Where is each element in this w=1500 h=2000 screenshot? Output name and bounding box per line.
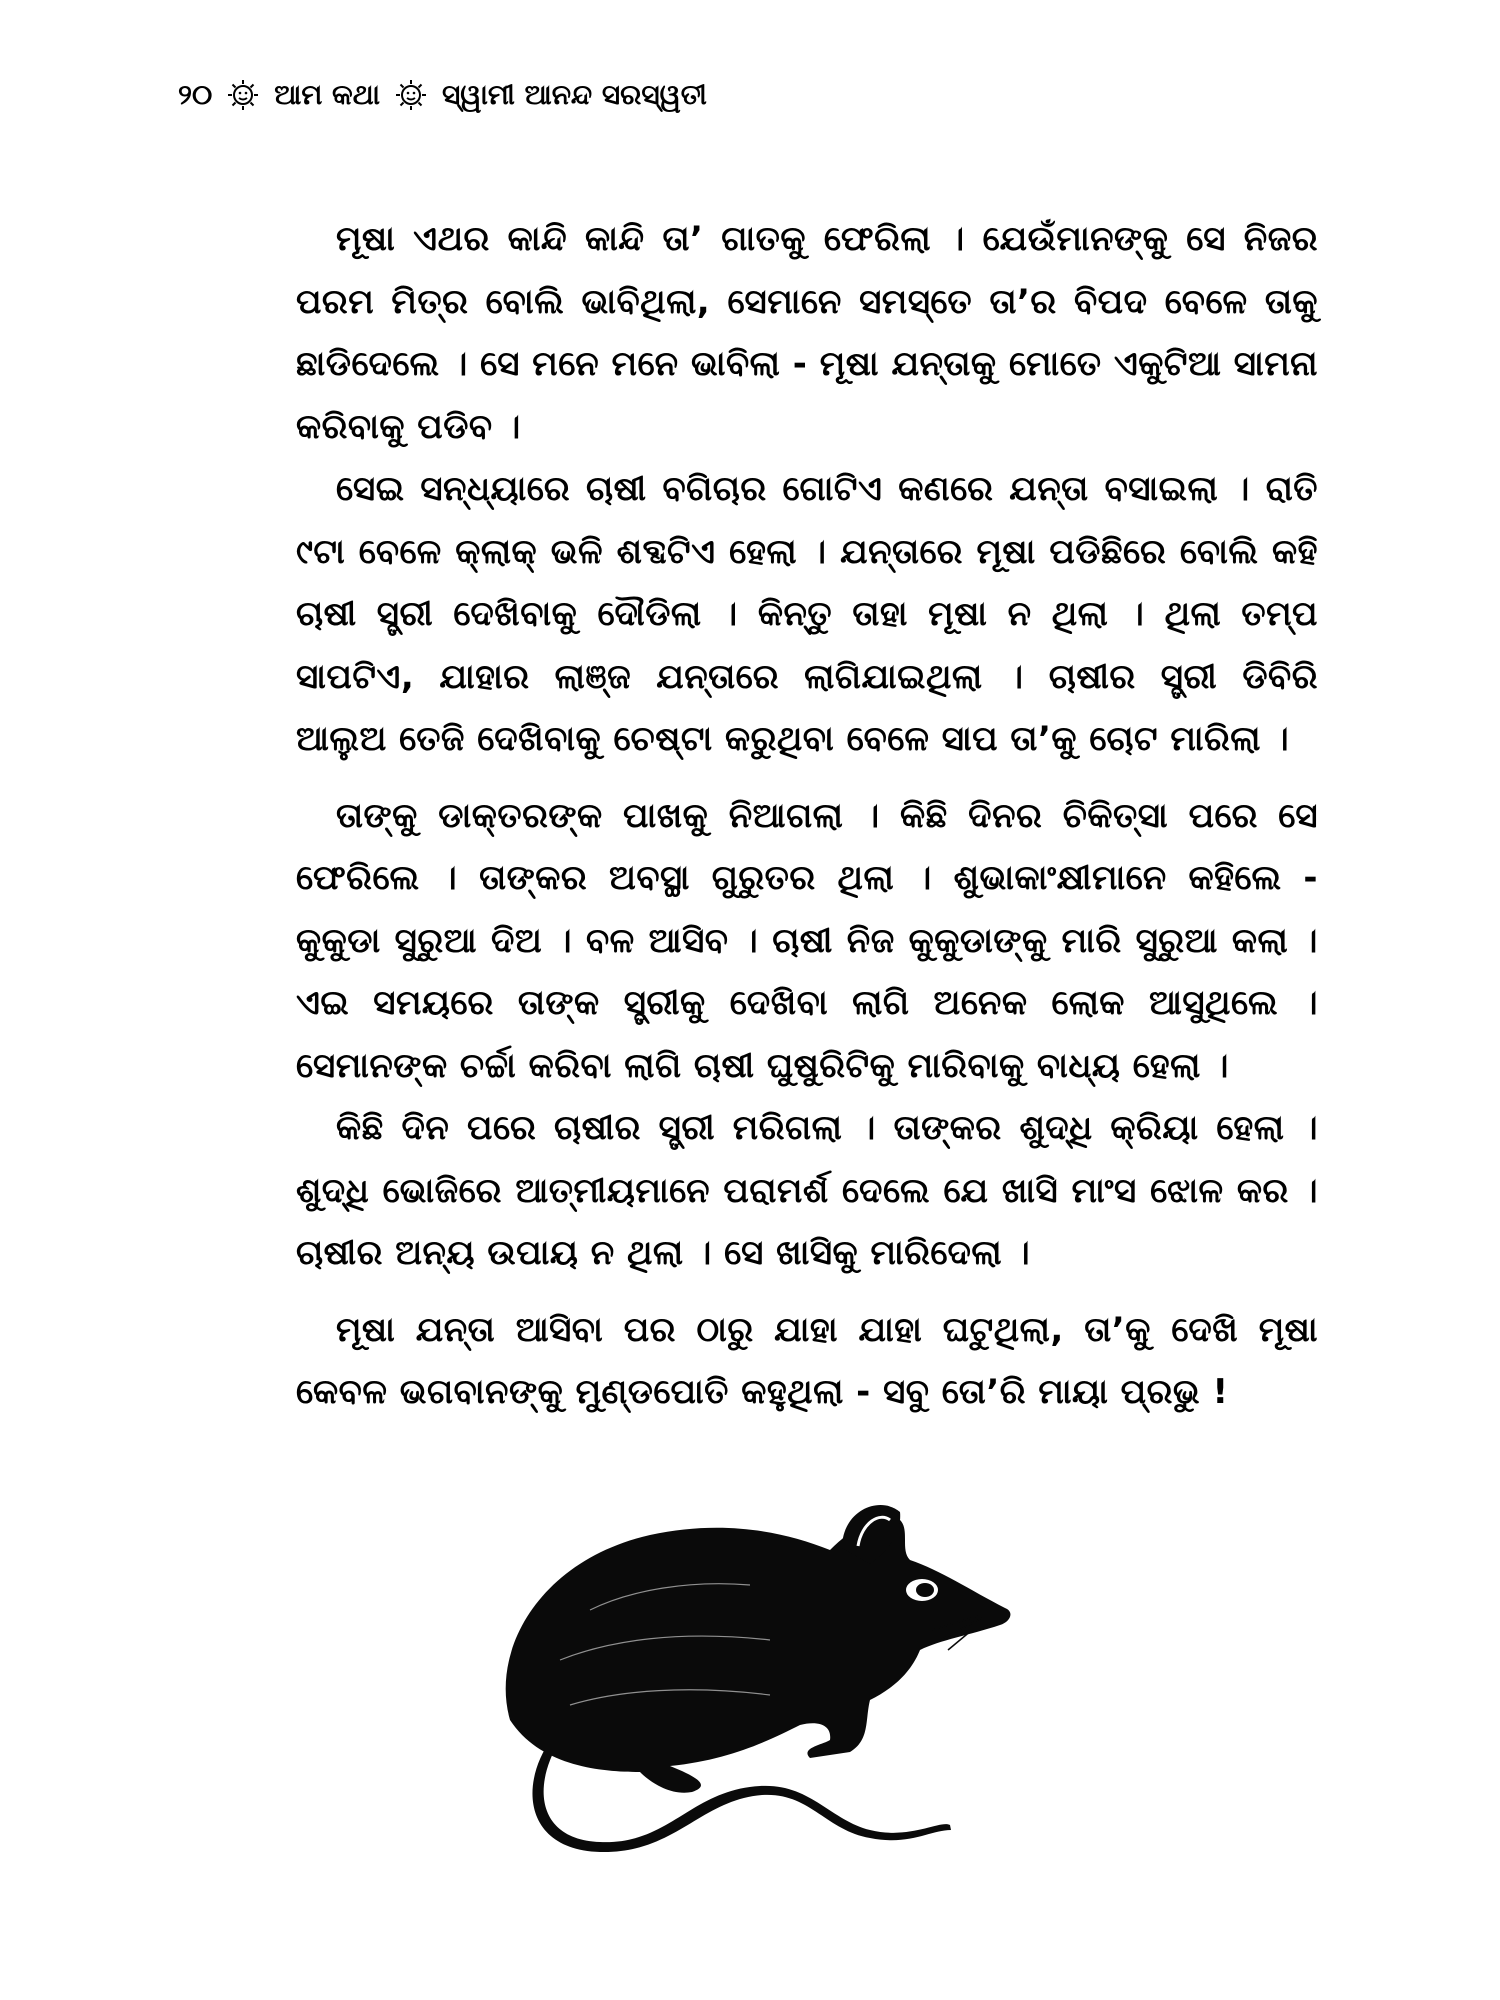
sun-face-icon [226,78,260,112]
rat-illustration [470,1490,1050,1860]
paragraph: ତାଙ୍କୁ ଡାକ୍ତରଙ୍କ ପାଖକୁ ନିଆଗଲା । କିଛି ଦିନର ଚିକିତ୍ସା ପରେ ସେ ଫେରିଲେ । ତାଙ୍କର ଅବସ୍ଥା ଗୁରୁତର ଥିଲା । ଶୁଭାକାଂକ୍ଷୀମାନେ କହିଲେ - କୁକୁଡା ସୁରୁଆ ଦିଅ । ବଳ ଆସିବ । ଚାଷୀ ନିଜ କୁକୁଡାଙ୍କୁ ମାରି ସୁରୁଆ କଲା । ଏଇ ସମୟରେ ତାଙ୍କ ସ୍ତ୍ରୀକୁ ଦେଖିବା ଲାଗି ଅନେକ ଲୋକ ଆସୁଥିଲେ । ସେମାନଙ୍କ ଚର୍ଚ୍ଚା କରିବା ଲାଗି ଚାଷୀ ଘୁଷୁରିଟିକୁ ମାରିବାକୁ ବାଧ୍ୟ ହେଲା । [296,795,1318,1086]
page-number: ୨୦ [178,78,213,111]
paragraph: କିଛି ଦିନ ପରେ ଚାଷୀର ସ୍ତ୍ରୀ ମରିଗଲା । ତାଙ୍କର ଶୁଦ୍ଧି କ୍ରିୟା ହେଲା । ଶୁଦ୍ଧି ଭୋଜିରେ ଆତ୍ମୀୟମାନେ ପରାମର୍ଶ ଦେଲେ ଯେ ଖାସି ମାଂସ ଝୋଳ କର । ଚାଷୀର ଅନ୍ୟ ଉପାୟ ନ ଥିଲା । ସେ ଖାସିକୁ ମାରିଦେଲା । [296,1108,1318,1273]
running-header [178,78,707,112]
book-title: ଆମ କଥା [274,78,381,111]
paragraph: ସେଇ ସନ୍ଧ୍ୟାରେ ଚାଷୀ ବଗିଚାର ଗୋଟିଏ କଣରେ ଯନ୍ତା ବସାଇଲା । ରାତି ୯ଟା ବେଳେ କ୍ଲାକ୍ ଭଳି ଶବ୍ଦଟିଏ ହେଲା । ଯନ୍ତାରେ ମୂଷା ପଡିଛିରେ ବୋଲି କହି ଚାଷୀ ସ୍ତ୍ରୀ ଦେଖିବାକୁ ଦୌଡିଲା । କିନ୍ତୁ ତାହା ମୂଷା ନ ଥିଲା । ଥିଲା ତମ୍ପ ସାପଟିଏ, ଯାହାର ଲାଞ୍ଜ ଯନ୍ତାରେ ଲାଗିଯାଇଥିଲା । ଚାଷୀର ସ୍ତ୍ରୀ ଡିବିରି ଆଲୁଅ ତେଜି ଦେଖିବାକୁ ଚେଷ୍ଟା କରୁଥିବା ବେଳେ ସାପ ତା’କୁ ଚୋଟ ମାରିଲା । [296,469,1318,759]
sun-face-icon [394,78,428,112]
paragraph: ମୂଷା ଏଥର କାନ୍ଦି କାନ୍ଦି ତା’ ଗାତକୁ ଫେରିଲା । ଯେଉଁମାନଙ୍କୁ ସେ ନିଜର ପରମ ମିତ୍ର ବୋଲି ଭାବିଥିଲା, ସେମାନେ ସମସ୍ତେ ତା’ର ବିପଦ ବେଳେ ତାକୁ ଛାଡିଦେଲେ । ସେ ମନେ ମନେ ଭାବିଲା - ମୂଷା ଯନ୍ତାକୁ ମୋତେ ଏକୁଟିଆ ସାମନା କରିବାକୁ ପଡିବ । [296,219,1318,447]
author-name: ସ୍ୱାମୀ ଆନନ୍ଦ ସରସ୍ୱତୀ [442,78,707,111]
paragraph: ମୂଷା ଯନ୍ତା ଆସିବା ପର ଠାରୁ ଯାହା ଯାହା ଘଟୁଥିଲା, ତା’କୁ ଦେଖି ମୂଷା କେବଳ ଭଗବାନଙ୍କୁ ମୁଣ୍ଡପୋତି କହୁଥିଲା - ସବୁ ତୋ’ରି ମାୟା ପ୍ରଭୁ ! [296,1309,1318,1412]
body-text [296,208,1318,1424]
